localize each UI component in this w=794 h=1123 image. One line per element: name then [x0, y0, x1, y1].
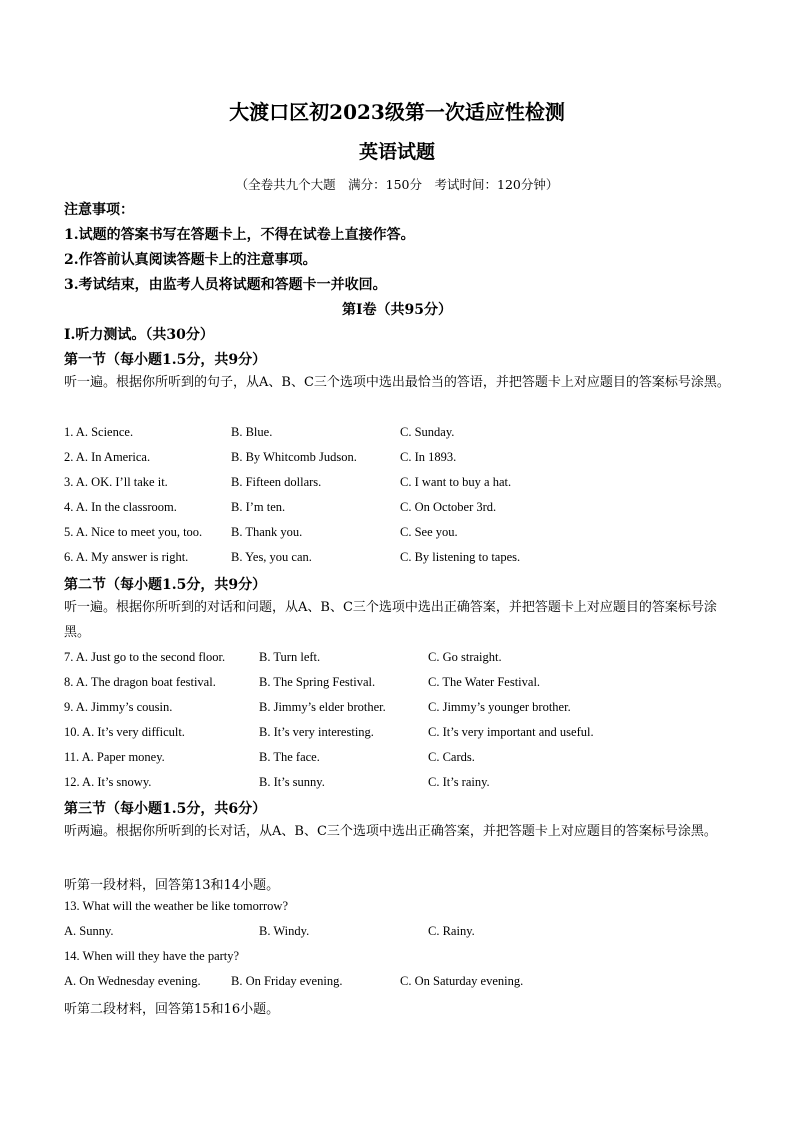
section1-heading: 第一节（每小题1.5分，共9分） [64, 352, 267, 368]
option-a: 9. A. Jimmy’s cousin. [64, 700, 173, 714]
material-label: 听第一段材料，回答第13和14小题。 [64, 878, 280, 893]
option-c: C. Cards. [428, 750, 475, 764]
option-a: A. On Wednesday evening. [64, 974, 201, 988]
option-b: B. On Friday evening. [231, 974, 343, 988]
option-b: B. Thank you. [231, 525, 303, 539]
option-c: C. It’s rainy. [428, 775, 490, 789]
question-row [64, 974, 744, 994]
exam-subtitle: 英语试题 [358, 141, 435, 163]
option-b: B. The face. [259, 750, 320, 764]
option-a: 5. A. Nice to meet you, too. [64, 525, 203, 539]
volume-heading: 第Ⅰ卷（共95分） [341, 302, 453, 318]
notes-heading: 注意事项： [64, 202, 134, 218]
question-row [64, 675, 744, 695]
question-row [64, 550, 744, 570]
option-b: B. Yes, you can. [231, 550, 312, 564]
option-c: C. The Water Festival. [428, 675, 541, 689]
question-row [64, 650, 744, 670]
option-c: C. In 1893. [400, 450, 457, 464]
option-c: C. On Saturday evening. [400, 974, 524, 988]
option-c: C. Go straight. [428, 650, 502, 664]
option-c: C. I want to buy a hat. [400, 475, 512, 489]
option-a: 8. A. The dragon boat festival. [64, 675, 216, 689]
option-b: B. Blue. [231, 425, 273, 439]
option-c: C. Sunday. [400, 425, 455, 439]
note-item: 1.试题的答案书写在答题卡上，不得在试卷上直接作答。 [64, 227, 415, 243]
option-b: B. Turn left. [259, 650, 321, 664]
section2-heading: 第二节（每小题1.5分，共9分） [64, 577, 267, 593]
option-b: B. Windy. [259, 924, 310, 938]
option-a: 1. A. Science. [64, 425, 134, 439]
question-text: 14. When will they have the party? [64, 949, 240, 963]
option-c: C. It’s very important and useful. [428, 725, 594, 739]
option-b: B. It’s very interesting. [259, 725, 374, 739]
question-row [64, 924, 744, 944]
option-b: B. It’s sunny. [259, 775, 325, 789]
material-label: 听第二段材料，回答第15和16小题。 [64, 1002, 280, 1017]
question-row [64, 450, 744, 470]
question-row [64, 475, 744, 495]
option-a: 11. A. Paper money. [64, 750, 165, 764]
part1-heading: I.听力测试。（共30分） [64, 327, 214, 343]
question-text: 13. What will the weather be like tomorrow? [64, 899, 289, 913]
exam-info: （全卷共九个大题 满分：150分 考试时间：120分钟） [235, 177, 559, 192]
option-c: C. Rainy. [428, 924, 475, 938]
option-c: C. On October 3rd. [400, 500, 497, 514]
question-row [64, 525, 744, 545]
section1-instruction: 听一遍。根据你所听到的句子，从A、B、C三个选项中选出最恰当的答语，并把答题卡上对应题目的答案标号涂黑。 [64, 375, 730, 390]
option-b: B. The Spring Festival. [259, 675, 376, 689]
note-item: 2.作答前认真阅读答题卡上的注意事项。 [64, 252, 317, 268]
option-a: 7. A. Just go to the second floor. [64, 650, 226, 664]
option-a: 4. A. In the classroom. [64, 500, 177, 514]
question-stem [64, 949, 744, 969]
option-a: 12. A. It’s snowy. [64, 775, 152, 789]
option-a: 3. A. OK. I’ll take it. [64, 475, 168, 489]
question-row [64, 750, 744, 770]
option-c: C. See you. [400, 525, 458, 539]
option-b: B. I’m ten. [231, 500, 286, 514]
option-c: C. By listening to tapes. [400, 550, 521, 564]
question-stem [64, 899, 744, 919]
option-a: 2. A. In America. [64, 450, 151, 464]
exam-title: 大渡口区初2023级第一次适应性检测 [229, 100, 565, 124]
question-row [64, 500, 744, 520]
option-a: A. Sunny. [64, 924, 114, 938]
section2-instruction: 听一遍。根据你所听到的对话和问题，从A、B、C三个选项中选出正确答案，并把答题卡上对应题目的答案标号涂黑。 [64, 600, 717, 640]
option-b: B. Fifteen dollars. [231, 475, 322, 489]
note-item: 3.考试结束，由监考人员将试题和答题卡一并收回。 [64, 277, 387, 293]
option-a: 10. A. It’s very difficult. [64, 725, 185, 739]
option-c: C. Jimmy’s younger brother. [428, 700, 571, 714]
question-row [64, 775, 744, 795]
question-row [64, 725, 744, 745]
option-b: B. By Whitcomb Judson. [231, 450, 357, 464]
option-a: 6. A. My answer is right. [64, 550, 189, 564]
question-row [64, 425, 744, 445]
question-row [64, 700, 744, 720]
section3-heading: 第三节（每小题1.5分，共6分） [64, 801, 267, 817]
option-b: B. Jimmy’s elder brother. [259, 700, 386, 714]
section3-instruction: 听两遍。根据你所听到的长对话，从A、B、C三个选项中选出正确答案，并把答题卡上对应题目的答案标号涂黑。 [64, 824, 717, 839]
